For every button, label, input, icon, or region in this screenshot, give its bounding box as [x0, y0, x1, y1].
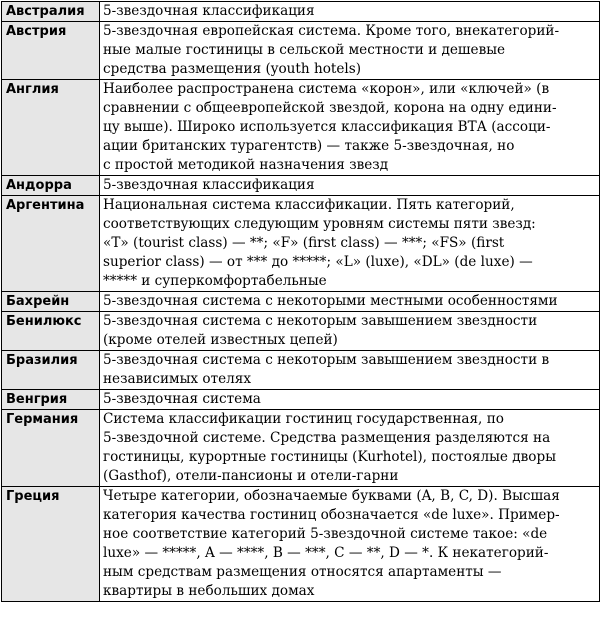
table-row	[2, 351, 600, 390]
description-line: с простой методикой назначения звезд	[103, 157, 389, 173]
country-cell: Аргентина	[2, 196, 100, 292]
description-cell	[100, 22, 600, 80]
description-line: категория качества гостиниц обозначается «de luxe». Пример-	[103, 507, 560, 523]
description-line: сравнении с общеевропейской звездой, корона на одну едини-	[103, 100, 557, 116]
table-row	[2, 410, 600, 487]
country-cell: Австралия	[2, 2, 100, 22]
description-line: 5-звездочная система с некоторым завышением звездности в	[103, 352, 550, 368]
description-line: средства размещения (youth hotels)	[103, 61, 362, 77]
description-line: ации британских турагентств) — также 5-звездочная, но	[103, 138, 515, 154]
hotel-classification-table	[1, 1, 600, 602]
description-line: (Gasthof), отели-пансионы и отели-гарни	[103, 468, 399, 484]
table-body	[2, 2, 600, 602]
description-line: Национальная система классификации. Пять категорий,	[103, 197, 515, 213]
description-line: 5-звездочная система с некоторым завышением звездности	[103, 313, 538, 329]
description-line: 5-звездочная система с некоторыми местными особенностями	[103, 293, 558, 309]
description-line: 5-звездочная европейская система. Кроме того, внекатегорий-	[103, 23, 560, 39]
table-row	[2, 2, 600, 22]
country-cell: Австрия	[2, 22, 100, 80]
description-cell	[100, 312, 600, 351]
description-cell	[100, 351, 600, 390]
country-cell: Греция	[2, 487, 100, 602]
country-cell: Бахрейн	[2, 292, 100, 312]
description-line: гостиницы, курортные гостиницы (Kurhotel), постоялые дворы	[103, 449, 557, 465]
description-line: квартиры в небольших домах	[103, 583, 315, 599]
description-line: соответствующих следующим уровням системы пяти звезд:	[103, 216, 536, 232]
description-cell	[100, 390, 600, 410]
description-cell	[100, 80, 600, 176]
country-cell: Англия	[2, 80, 100, 176]
table-row	[2, 312, 600, 351]
description-cell	[100, 487, 600, 602]
table-row	[2, 176, 600, 196]
country-cell: Бенилюкс	[2, 312, 100, 351]
table-row	[2, 80, 600, 176]
table-row	[2, 22, 600, 80]
table-row	[2, 487, 600, 602]
description-line: luxe» — *****, A — ****, B — ***, C — **, D — *. К некатегорий-	[103, 545, 549, 561]
description-cell	[100, 2, 600, 22]
description-cell	[100, 196, 600, 292]
country-cell: Германия	[2, 410, 100, 487]
country-cell: Венгрия	[2, 390, 100, 410]
table-row	[2, 390, 600, 410]
description-line: 5-звездочная система	[103, 391, 261, 407]
description-cell	[100, 292, 600, 312]
description-line: 5-звездочной системе. Средства размещения разделяются на	[103, 430, 551, 446]
description-cell	[100, 410, 600, 487]
description-line: superior class) — от *** до *****; «L» (luxe), «DL» (de luxe) —	[103, 254, 533, 270]
description-line: ным средствам размещения относятся апартаменты —	[103, 564, 502, 580]
description-line: Четыре категории, обозначаемые буквами (A, B, C, D). Высшая	[103, 488, 560, 504]
table-row	[2, 292, 600, 312]
table-row	[2, 196, 600, 292]
description-line: цу выше). Широко используется классификация ВТА (ассоци-	[103, 119, 551, 135]
description-line: Система классификации гостиниц государственная, по	[103, 411, 504, 427]
description-line: Наиболее распространена система «корон», или «ключей» (в	[103, 81, 550, 97]
description-line: ***** и суперкомфортабельные	[103, 273, 327, 289]
description-cell	[100, 176, 600, 196]
description-line: независимых отелях	[103, 371, 252, 387]
country-cell: Бразилия	[2, 351, 100, 390]
description-line: 5-звездочная классификация	[103, 3, 315, 19]
description-line: 5-звездочная классификация	[103, 177, 315, 193]
description-line: «T» (tourist class) — **; «F» (first class) — ***; «FS» (first	[103, 235, 505, 251]
description-line: ные малые гостиницы в сельской местности и дешевые	[103, 42, 506, 58]
country-cell: Андорра	[2, 176, 100, 196]
description-line: ное соответствие категорий 5-звездочной системе такое: «de	[103, 526, 548, 542]
description-line: (кроме отелей известных цепей)	[103, 332, 338, 348]
